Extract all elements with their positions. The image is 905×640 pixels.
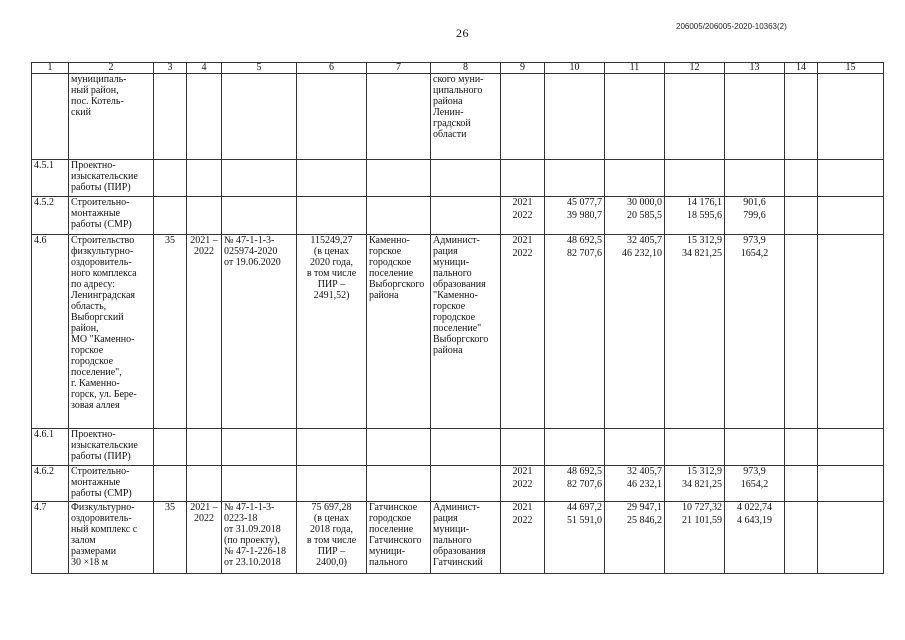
- local-value: 901,6: [743, 197, 766, 208]
- item-number: 4.6.2: [32, 466, 69, 502]
- local-value: 973,9: [743, 466, 766, 477]
- column-number-row: [32, 63, 884, 74]
- year: 2022: [512, 479, 533, 490]
- local-value: 1654,2: [740, 248, 769, 259]
- municipality: Гатчинское городское поселение Гатчинского муници- пального: [367, 502, 431, 574]
- item-name: Строительство физкультурно- оздоровитель- ного комплекса по адресу: Ленинградская область, Выборгский район, МО "Каменно- горское городское поселение", г. Каменно- горск, ул. Бере- зовая аллея: [69, 235, 154, 429]
- table-row: [32, 160, 884, 197]
- federal-value: 20 585,5: [627, 210, 662, 221]
- total-value: 39 980,7: [567, 210, 602, 221]
- period: 2021 – 2022: [187, 235, 222, 429]
- column-header: 10: [545, 63, 605, 74]
- table-row: [32, 197, 884, 235]
- column-header: 15: [818, 63, 884, 74]
- document-code: 206005/206005-2020-10363(2): [676, 22, 787, 31]
- local-value: 799,6: [743, 210, 766, 221]
- customer: Админист- рация муници- пального образования Гатчинский: [431, 502, 501, 574]
- column-header: 1: [32, 63, 69, 74]
- column-header: 8: [431, 63, 501, 74]
- federal-value: 32 405,7: [627, 466, 662, 477]
- total-value: 82 707,6: [567, 479, 602, 490]
- item-name: Строительно- монтажные работы (СМР): [69, 197, 154, 235]
- column-header: 9: [501, 63, 545, 74]
- item-name: Строительно- монтажные работы (СМР): [69, 466, 154, 502]
- regional-value: 34 821,25: [682, 248, 722, 259]
- total-value: 82 707,6: [567, 248, 602, 259]
- estimated-cost: 115249,27 (в ценах 2020 года, в том числе ПИР – 2491,52): [297, 235, 367, 429]
- regional-value: 14 176,1: [687, 197, 722, 208]
- estimated-cost: 75 697,28 (в ценах 2018 года, в том числе ПИР – 2400,0): [297, 502, 367, 574]
- total-value: 44 697,2: [567, 502, 602, 513]
- item-name: муниципаль- ный район, пос. Котель- ский: [69, 74, 154, 160]
- column-header: 13: [725, 63, 785, 74]
- year: 2021: [512, 197, 533, 208]
- table-row: [32, 466, 884, 502]
- item-name: Проектно- изыскательские работы (ПИР): [69, 160, 154, 197]
- regional-value: 18 595,6: [687, 210, 722, 221]
- year: 2022: [512, 515, 533, 526]
- regional-value: 15 312,9: [687, 235, 722, 246]
- item-number: 4.5.1: [32, 160, 69, 197]
- local-value: 4 022,74: [737, 502, 772, 513]
- local-value: 973,9: [743, 235, 766, 246]
- capacity: 35: [154, 235, 187, 429]
- regional-value: 34 821,25: [682, 479, 722, 490]
- column-header: 6: [297, 63, 367, 74]
- local-value: 1654,2: [740, 479, 769, 490]
- customer: Админист- рация муници- пального образования "Каменно- горское городское поселение" Выборгского района: [431, 235, 501, 429]
- page-number: 26: [456, 26, 469, 40]
- federal-value: 32 405,7: [627, 235, 662, 246]
- total-value: 48 692,5: [567, 235, 602, 246]
- table-row: [32, 74, 884, 160]
- column-header: 12: [665, 63, 725, 74]
- item-name: Проектно- изыскательские работы (ПИР): [69, 429, 154, 466]
- column-header: 3: [154, 63, 187, 74]
- total-value: 45 077,7: [567, 197, 602, 208]
- table-row: [32, 502, 884, 574]
- table-row: [32, 235, 884, 429]
- capacity: 35: [154, 502, 187, 574]
- table-row: [32, 429, 884, 466]
- regional-value: 15 312,9: [687, 466, 722, 477]
- regional-value: 10 727,32: [682, 502, 722, 513]
- expertise-number: № 47-1-1-3- 025974-2020 от 19.06.2020: [222, 235, 297, 429]
- local-value: 4 643,19: [737, 515, 772, 526]
- period: 2021 – 2022: [187, 502, 222, 574]
- federal-value: 46 232,10: [622, 248, 662, 259]
- municipality: Каменно- горское городское поселение Выборгского района: [367, 235, 431, 429]
- federal-value: 25 846,2: [627, 515, 662, 526]
- item-number: 4.6.1: [32, 429, 69, 466]
- column-header: 5: [222, 63, 297, 74]
- year: 2021: [512, 502, 533, 513]
- item-number: 4.7: [32, 502, 69, 574]
- federal-value: 29 947,1: [627, 502, 662, 513]
- total-value: 48 692,5: [567, 466, 602, 477]
- column-header: 4: [187, 63, 222, 74]
- column-header: 11: [605, 63, 665, 74]
- column-header: 2: [69, 63, 154, 74]
- column-header: 7: [367, 63, 431, 74]
- year: 2021: [512, 235, 533, 246]
- federal-value: 46 232,1: [627, 479, 662, 490]
- year: 2022: [512, 210, 533, 221]
- total-value: 51 591,0: [567, 515, 602, 526]
- budget-table: [31, 62, 884, 574]
- customer: ского муни- ципального района Ленин- градской области: [431, 74, 501, 160]
- item-number: 4.6: [32, 235, 69, 429]
- regional-value: 21 101,59: [682, 515, 722, 526]
- column-header: 14: [785, 63, 818, 74]
- expertise-number: № 47-1-1-3- 0223-18 от 31.09.2018 (по проекту), № 47-1-226-18 от 23.10.2018: [222, 502, 297, 574]
- year: 2021: [512, 466, 533, 477]
- federal-value: 30 000,0: [627, 197, 662, 208]
- item-number: 4.5.2: [32, 197, 69, 235]
- item-name: Физкультурно- оздоровитель- ный комплекс с залом размерами 30 ×18 м: [69, 502, 154, 574]
- year: 2022: [512, 248, 533, 259]
